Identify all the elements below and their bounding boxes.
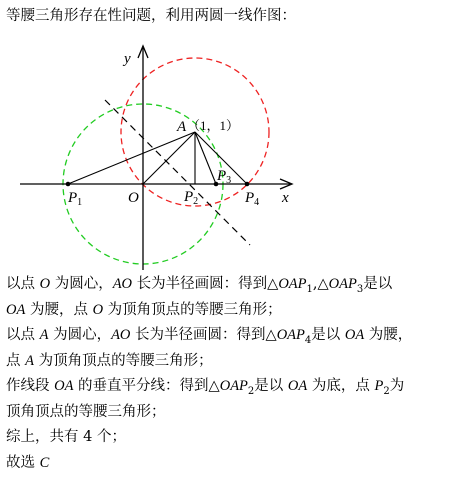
solution-line-1: 以点 O 为圆心，AO 长为半径画圆：得到$\triangle OAP_1,\triangle OAP_3$是以 [6,276,393,295]
label-o: O [128,190,139,206]
geometry-figure [0,30,451,270]
label-p3: $P_3$ [217,168,232,186]
solution-line-3: 以点 A 为圆心，AO 长为半径画圆：得到$\triangle OAP_4$是以 OA 为腰， [6,327,413,346]
point-p4 [245,182,250,187]
solution-line-8: 故选 C [6,454,50,471]
label-p2: $P_2$ [184,189,199,207]
point-p1 [66,182,71,187]
label-p4: $P_4$ [245,190,260,208]
solution-line-7: 综上，共有 4 个； [6,429,126,445]
segment-a-p3 [195,132,216,184]
label-p1: $P_1$ [68,190,83,208]
label-y: y [124,51,131,67]
solution-text [6,272,446,476]
solution-line-2: OA 为腰，点 O 为顶角顶点的等腰三角形； [6,301,282,318]
segment-a-p1 [68,132,195,184]
solution-line-4: 点 A 为顶角顶点的等腰三角形； [6,352,213,369]
intro-text: 等腰三角形存在性问题，利用两圆一线作图： [6,8,296,24]
label-x: x [282,190,289,206]
segment-a-o [143,132,195,184]
label-a-coord: （1，1） [187,118,240,133]
solution-line-6: 顶角顶点的等腰三角形； [6,403,166,420]
label-a: A [177,119,187,135]
solution-line-5: 作线段 OA 的垂直平分线：得到$\triangle OAP_2$是以 OA 为底，点 $P_2$为 [6,378,405,397]
